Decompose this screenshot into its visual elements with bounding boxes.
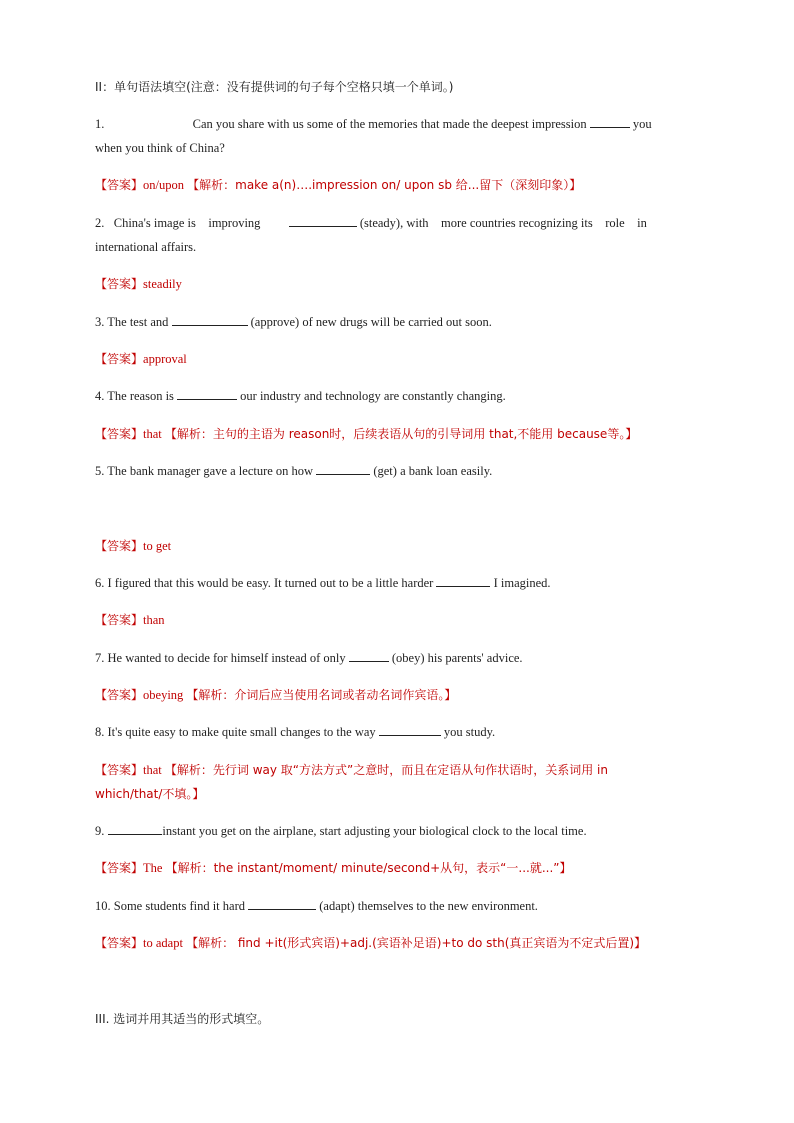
question-text: 8. It's quite easy to make quite small changes to the way (95, 725, 376, 739)
answer-blank (590, 115, 630, 128)
question-3 (95, 311, 700, 333)
answer-label: 【答案】 (95, 352, 144, 366)
answer-blank (108, 822, 162, 835)
answer-blank (289, 214, 357, 227)
answer-label: 【答案】 (95, 178, 144, 192)
question-text: you study. (443, 725, 496, 739)
answer-blank (172, 313, 248, 326)
answer-value: that (143, 427, 162, 441)
question-text: instant you get on the airplane, start adjusting your biological clock to the local time. (162, 824, 587, 838)
answer-2 (95, 273, 705, 295)
question-text: 2. China's image is improving (95, 216, 261, 230)
answer-8-line-2 (95, 783, 705, 805)
answer-label: 【答案】 (95, 936, 144, 950)
answer-label: 【答案】 (95, 539, 144, 553)
answer-value: The (143, 861, 163, 875)
answer-blank (248, 897, 316, 910)
question-text-end: you (632, 117, 652, 131)
question-4 (95, 385, 700, 407)
question-6 (95, 572, 700, 594)
question-1-line-2: when you think of China? (95, 141, 225, 155)
answer-1 (95, 174, 705, 196)
question-text: (adapt) themselves to the new environment. (319, 899, 538, 913)
question-text: (approve) of new drugs will be carried out soon. (250, 315, 492, 329)
question-text: (steady), with more countries recognizing its role in (359, 216, 647, 230)
answer-9 (95, 857, 705, 879)
question-text: I imagined. (493, 576, 551, 590)
question-2-line-1 (95, 212, 700, 234)
analysis-line-1: 【解析：先行词 way 取“方法方式”之意时，而且在定语从句作状语时，关系词用 in (164, 763, 608, 777)
question-text: our industry and technology are constantly changing. (240, 389, 506, 403)
answer-blank (177, 387, 237, 400)
answer-label: 【答案】 (95, 277, 144, 291)
question-7 (95, 647, 700, 669)
answer-value: steadily (143, 277, 182, 291)
question-9 (95, 820, 700, 842)
question-5 (95, 460, 700, 482)
question-1-line-1 (95, 113, 700, 135)
analysis: 【解析：the instant/moment/ minute/second+从句，表示“一...就...”】 (165, 861, 572, 875)
question-text: (get) a bank loan easily. (373, 464, 493, 478)
answer-10 (95, 932, 705, 954)
question-number: 1. (95, 117, 105, 131)
answer-blank (316, 462, 370, 475)
analysis: 【解析：介词后应当使用名词或者动名词作宾语。】 (186, 688, 457, 702)
answer-label: 【答案】 (95, 861, 144, 875)
question-10 (95, 895, 700, 917)
answer-8 (95, 759, 705, 781)
question-text: 10. Some students find it hard (95, 899, 245, 913)
question-text: 6. I figured that this would be easy. It turned out to be a little harder (95, 576, 434, 590)
question-text: 3. The test and (95, 315, 169, 329)
question-text: 4. The reason is (95, 389, 174, 403)
answer-value: obeying (143, 688, 184, 702)
section-3-heading: III. 选词并用其适当的形式填空。 (95, 1012, 270, 1026)
answer-value: approval (143, 352, 187, 366)
section-2-heading: II：单句语法填空(注意：没有提供词的句子每个空格只填一个单词。) (95, 80, 454, 94)
question-text: Can you share with us some of the memories that made the deepest impression (192, 117, 587, 131)
analysis-line-2: which/that/不填。】 (95, 787, 205, 801)
question-8 (95, 721, 700, 743)
answer-label: 【答案】 (95, 688, 144, 702)
question-text: 9. (95, 824, 105, 838)
question-text: 7. He wanted to decide for himself instead of only (95, 651, 346, 665)
analysis: 【解析：主句的主语为 reason时，后续表语从句的引导词用 that,不能用 because等。】 (164, 427, 638, 441)
answer-blank (436, 574, 490, 587)
analysis: 【解析：make a(n)….impression on/ upon sb 给...留下（深刻印象）】 (187, 178, 582, 192)
analysis: 【解析： find +it(形式宾语)+adj.(宾语补足语)+to do sth(真正宾语为不定式后置)】 (186, 936, 647, 950)
answer-value: on/upon (143, 178, 184, 192)
answer-4 (95, 423, 705, 445)
answer-6 (95, 609, 705, 631)
answer-5 (95, 535, 705, 557)
question-text: 5. The bank manager gave a lecture on how (95, 464, 314, 478)
answer-label: 【答案】 (95, 427, 144, 441)
answer-value: than (143, 613, 165, 627)
answer-blank (349, 649, 389, 662)
question-text: (obey) his parents' advice. (391, 651, 523, 665)
answer-value: that (143, 763, 162, 777)
answer-value: to adapt (143, 936, 183, 950)
answer-7 (95, 684, 705, 706)
question-2-line-2: international affairs. (95, 240, 197, 254)
answer-label: 【答案】 (95, 613, 144, 627)
answer-label: 【答案】 (95, 763, 144, 777)
answer-value: to get (143, 539, 172, 553)
answer-3 (95, 348, 705, 370)
answer-blank (379, 723, 441, 736)
